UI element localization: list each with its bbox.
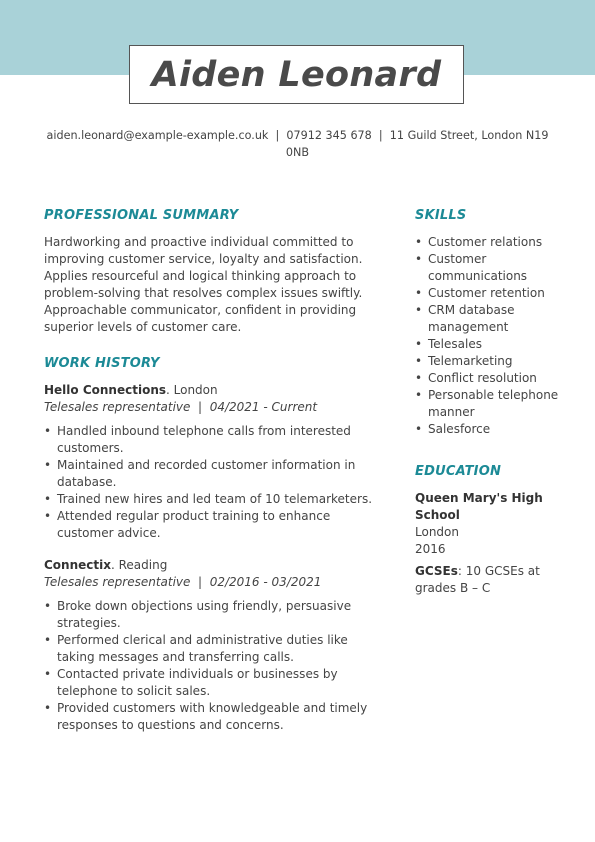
summary-section [44,208,384,336]
education-school: Queen Mary's High School [415,491,543,522]
job-company: Connectix [44,558,111,572]
work-section [44,356,384,734]
skills-list [415,234,560,438]
skill-item: • Personable telephone manner [415,387,560,421]
skill-item: • Conflict resolution [415,370,560,387]
name-box [129,45,464,104]
side-column [415,208,560,597]
qualification-text: : 10 GCSEs at grades B – C [415,564,540,595]
list-item: • Maintained and recorded customer information in database. [44,457,384,491]
job-company: Hello Connections [44,383,166,397]
education-section [415,464,560,597]
job-entry [44,557,384,734]
skill-item: • Customer retention [415,285,560,302]
list-item: • Attended regular product training to enhance customer advice. [44,508,384,542]
job-role: Telesales representative | 02/2016 - 03/2021 [44,575,322,589]
job-entry [44,382,384,542]
list-item: • Broke down objections using friendly, persuasive strategies. [44,598,384,632]
contact-line-1: aiden.leonard@example-example.co.uk | 07912 345 678 | 11 Guild Street, London N19 [46,129,549,142]
work-title: WORK HISTORY [44,356,160,371]
list-item: • Provided customers with knowledgeable and timely responses to questions and concerns. [44,700,384,734]
list-item: • Performed clerical and administrative duties like taking messages and transferring calls. [44,632,384,666]
education-year: 2016 [415,542,446,556]
education-qualification [415,563,560,597]
contact-info [40,127,555,161]
job-header [44,557,384,574]
main-column [44,208,384,734]
summary-title: PROFESSIONAL SUMMARY [44,208,239,223]
job-bullets [44,423,384,542]
education-title: EDUCATION [415,464,502,479]
skills-section [415,208,560,438]
job-bullets [44,598,384,734]
skill-item: • Customer communications [415,251,560,285]
summary-text: Hardworking and proactive individual committed to improving customer service, loyalty and satisfaction. Applies resourceful and logical thinking approach to problem-solving that resolves complex issues swiftly. Approachable communicator, confident in providing superior levels of customer care. [44,235,363,334]
list-item: • Contacted private individuals or businesses by telephone to solicit sales. [44,666,384,700]
candidate-name: Aiden Leonard [151,54,442,95]
job-header [44,382,384,399]
job-location: . London [166,383,218,397]
skills-title: SKILLS [415,208,467,223]
list-item: • Trained new hires and led team of 10 telemarketers. [44,491,384,508]
job-role: Telesales representative | 04/2021 - Current [44,400,318,414]
skill-item: • Customer relations [415,234,560,251]
education-city: London [415,525,459,539]
job-location: . Reading [110,558,168,572]
skill-item: • Telesales [415,336,560,353]
qualification-label: GCSEs [415,564,458,578]
skill-item: • Salesforce [415,421,560,438]
skill-item: • CRM database management [415,302,560,336]
list-item: • Handled inbound telephone calls from interested customers. [44,423,384,457]
contact-line-2: 0NB [285,146,310,159]
skill-item: • Telemarketing [415,353,560,370]
